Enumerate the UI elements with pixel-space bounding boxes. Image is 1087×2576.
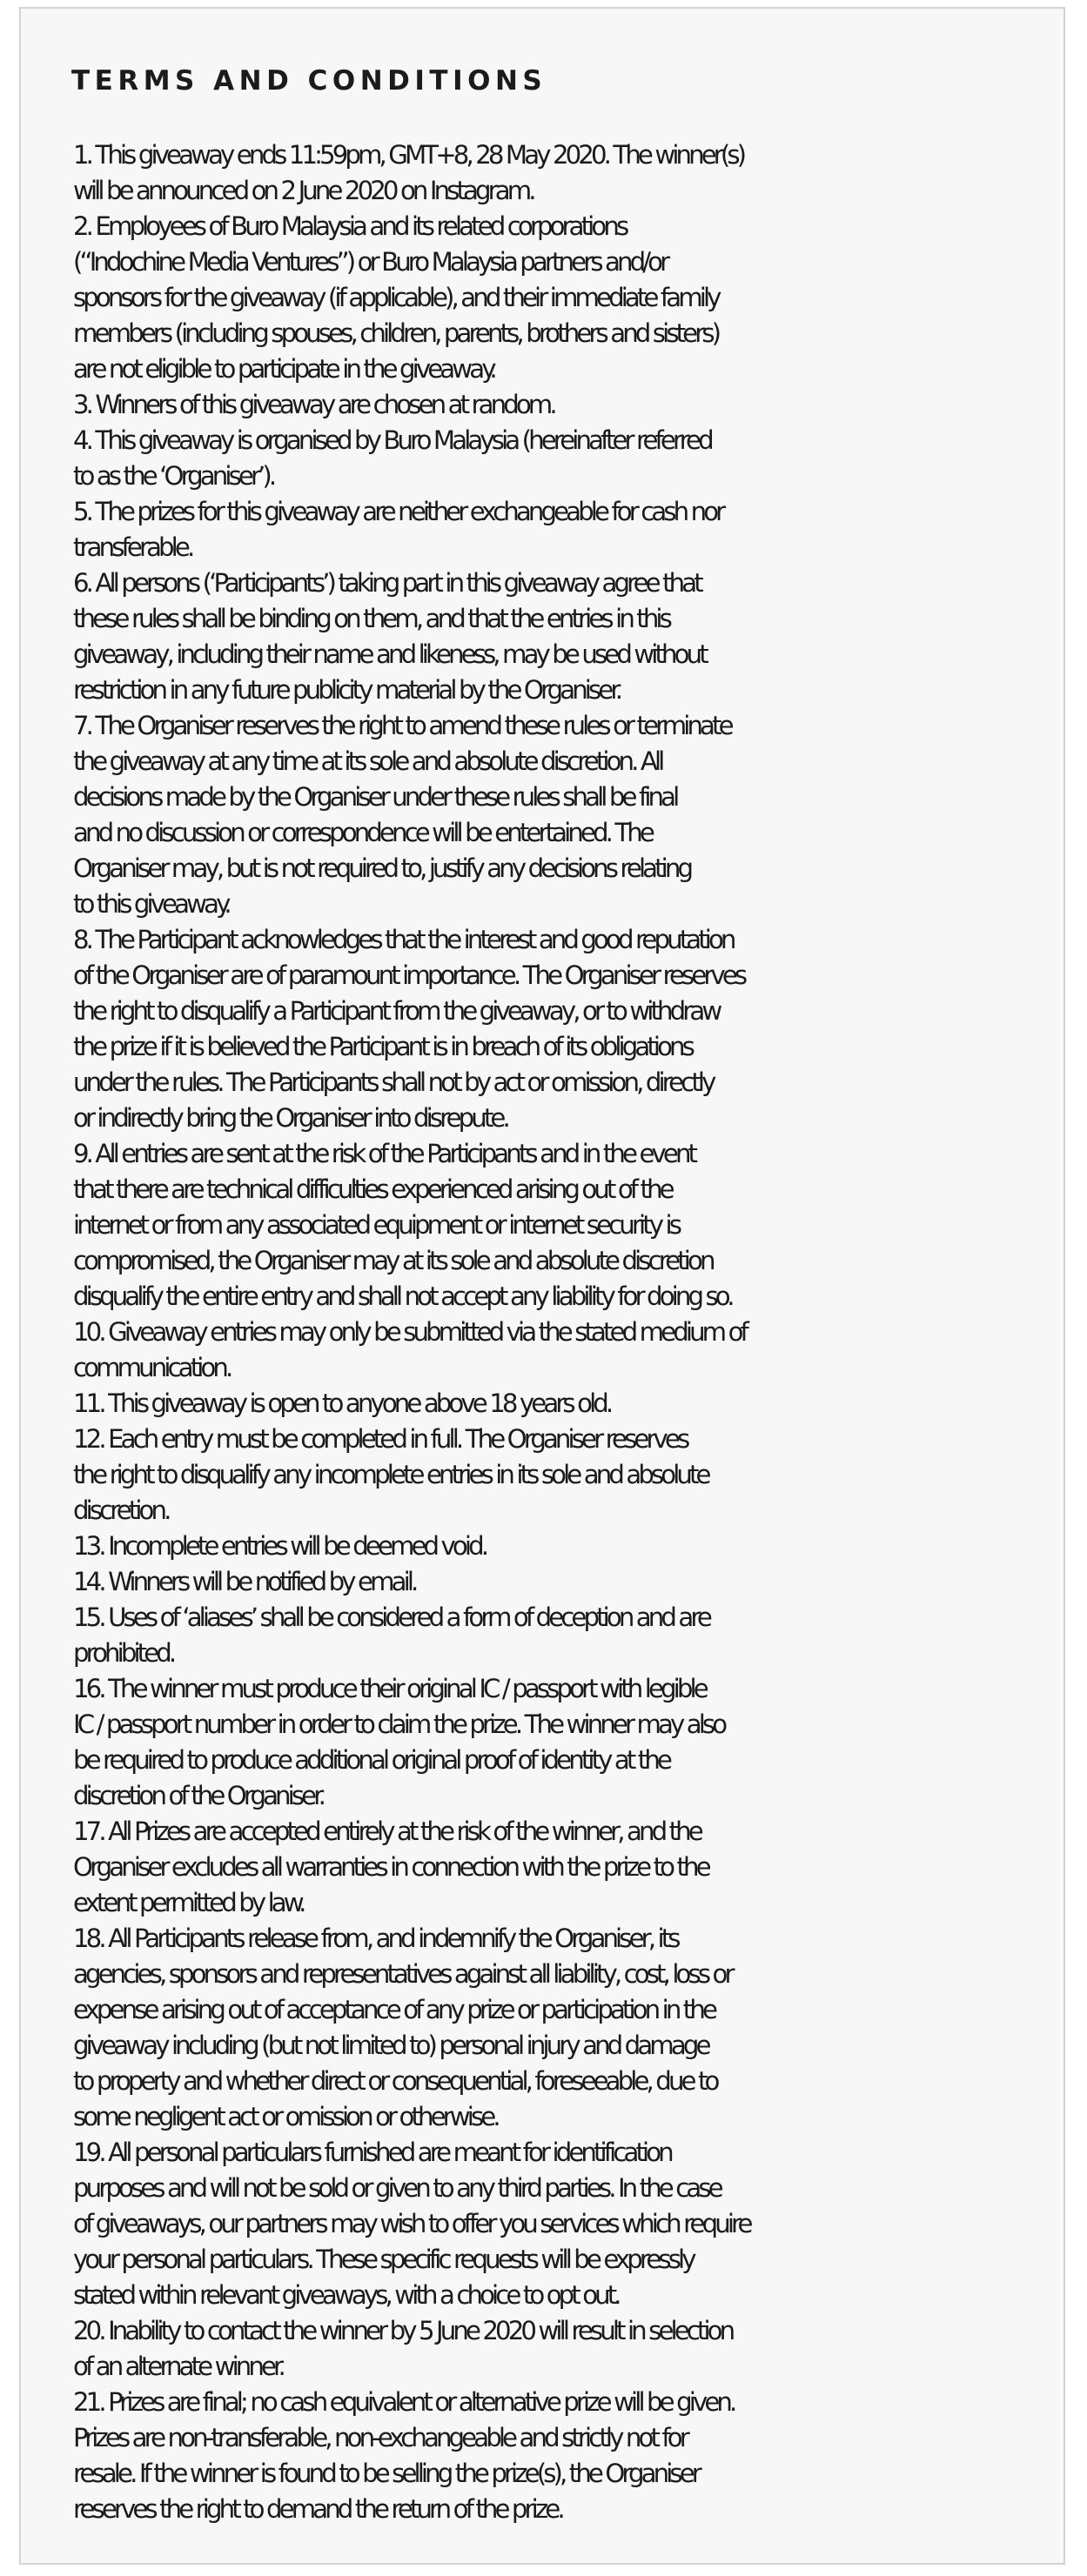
term-item (73, 1386, 1065, 1422)
term-line: 19. All personal particulars furnished are meant for identification (73, 2138, 671, 2167)
term-line: of an alternate winner. (73, 2352, 283, 2381)
term-line: 14. Winners will be notified by email. (73, 1567, 416, 1596)
term-item (73, 1529, 1065, 1564)
term-line: that there are technical difficulties experienced arising out of the (73, 1174, 672, 1204)
term-line: communication. (73, 1353, 231, 1382)
term-line: 7. The Organiser reserves the right to amend these rules or terminate (73, 711, 731, 740)
term-item (73, 209, 1065, 387)
term-line: agencies, sponsors and representatives against all liability, cost, loss or (73, 1959, 732, 1989)
term-item (73, 387, 1065, 423)
term-line: and no discussion or correspondence will be entertained. The (73, 818, 652, 847)
term-line: the giveaway at any time at its sole and absolute discretion. All (73, 746, 662, 776)
term-line: to property and whether direct or consequential, foreseeable, due to (73, 2066, 717, 2096)
term-item (73, 2135, 1065, 2313)
term-line: sponsors for the giveaway (if applicable), and their immediate family (73, 283, 719, 312)
term-line: giveaway, including their name and likeness, may be used without (73, 639, 706, 669)
term-line: 1. This giveaway ends 11:59pm, GMT+8, 28 May 2020. The winner(s) (73, 140, 744, 170)
term-line: transferable. (73, 532, 192, 562)
term-line: 16. The winner must produce their original IC / passport with legible (73, 1674, 706, 1703)
term-item (73, 1136, 1065, 1315)
term-line: the right to disqualify any incomplete entries in its sole and absolute (73, 1460, 708, 1489)
term-line: 11. This giveaway is open to anyone above 18 years old. (73, 1388, 611, 1418)
term-line: purposes and will not be sold or given to any third parties. In the case (73, 2173, 721, 2203)
page-title: TERMS AND CONDITIONS (71, 65, 547, 97)
term-item (73, 1315, 1065, 1386)
term-item (73, 1671, 1065, 1814)
term-line: 2. Employees of Buro Malaysia and its related corporations (73, 211, 627, 241)
term-line: extent permitted by law. (73, 1888, 304, 1917)
term-line: will be announced on 2 June 2020 on Instagram. (73, 176, 533, 205)
term-line: 21. Prizes are final; no cash equivalent or alternative prize will be given. (73, 2387, 735, 2417)
term-line: giveaway including (but not limited to) personal injury and damage (73, 2031, 708, 2060)
term-line: Prizes are non-transferable, non-exchangeable and strictly not for (73, 2423, 687, 2452)
term-line: of giveaways, our partners may wish to offer you services which require (73, 2209, 750, 2238)
term-line: members (including spouses, children, parents, brothers and sisters) (73, 318, 719, 348)
term-line: 6. All persons (‘Participants’) taking part in this giveaway agree that (73, 568, 701, 598)
term-line: prohibited. (73, 1638, 174, 1668)
term-line: 12. Each entry must be completed in full. The Organiser reserves (73, 1424, 688, 1454)
term-item (73, 494, 1065, 565)
term-item (73, 922, 1065, 1136)
term-line: some negligent act or omission or otherwise. (73, 2102, 498, 2131)
term-line: to as the ‘Organiser’). (73, 461, 274, 491)
term-item (73, 1921, 1065, 2135)
term-line: restriction in any future publicity material by the Organiser. (73, 675, 621, 705)
term-line: stated within relevant giveaways, with a choice to opt out. (73, 2280, 619, 2310)
term-item (73, 2313, 1065, 2385)
term-line: of the Organiser are of paramount importance. The Organiser reserves (73, 960, 745, 990)
term-line: 17. All Prizes are accepted entirely at the risk of the winner, and the (73, 1817, 701, 1846)
term-line: (“Indochine Media Ventures”) or Buro Malaysia partners and/or (73, 247, 668, 277)
term-line: discretion. (73, 1495, 169, 1525)
term-line: 10. Giveaway entries may only be submitted via the stated medium of (73, 1317, 746, 1347)
terms-panel (19, 7, 1065, 2565)
term-line: compromised, the Organiser may at its sole and absolute discretion (73, 1246, 713, 1275)
term-line: 15. Uses of ‘aliases’ shall be considered a form of deception and are (73, 1602, 709, 1632)
term-line: under the rules. The Participants shall not by act or omission, directly (73, 1067, 714, 1097)
term-line: are not eligible to participate in the giveaway. (73, 354, 494, 384)
term-line: 5. The prizes for this giveaway are neither exchangeable for cash nor (73, 497, 723, 526)
term-item (73, 1422, 1065, 1529)
term-line: internet or from any associated equipment or internet security is (73, 1210, 680, 1240)
term-item (73, 1564, 1065, 1600)
term-line: 8. The Participant acknowledges that the interest and good reputation (73, 925, 734, 954)
term-line: 20. Inability to contact the winner by 5 June 2020 will result in selection (73, 2316, 733, 2345)
term-item (73, 423, 1065, 494)
term-line: 18. All Participants release from, and indemnify the Organiser, its (73, 1924, 678, 1953)
term-line: Organiser excludes all warranties in connection with the prize to the (73, 1852, 708, 1882)
term-line: discretion of the Organiser. (73, 1781, 324, 1810)
term-line: the prize if it is believed the Participant is in breach of its obligations (73, 1032, 692, 1061)
term-line: Organiser may, but is not required to, justify any decisions relating (73, 853, 691, 883)
term-item (73, 1600, 1065, 1671)
term-line: 3. Winners of this giveaway are chosen at random. (73, 390, 554, 419)
term-item (73, 2385, 1065, 2527)
term-line: expense arising out of acceptance of any prize or participation in the (73, 1995, 715, 2024)
term-line: disqualify the entire entry and shall not accept any liability for doing so. (73, 1281, 732, 1311)
term-line: the right to disqualify a Participant from the giveaway, or to withdraw (73, 996, 720, 1026)
term-line: decisions made by the Organiser under these rules shall be final (73, 782, 677, 812)
term-line: to this giveaway. (73, 889, 229, 919)
term-line: your personal particulars. These specific requests will be expressly (73, 2245, 694, 2274)
term-line: be required to produce additional original proof of identity at the (73, 1745, 669, 1775)
term-item (73, 1814, 1065, 1921)
term-item (73, 565, 1065, 708)
term-line: 9. All entries are sent at the risk of the Participants and in the event (73, 1139, 695, 1168)
term-line: resale. If the winner is found to be selling the prize(s), the Organiser (73, 2459, 699, 2488)
terms-list (73, 137, 1065, 2527)
term-line: 4. This giveaway is organised by Buro Malaysia (hereinafter referred (73, 425, 711, 455)
term-line: 13. Incomplete entries will be deemed void. (73, 1531, 486, 1561)
term-item (73, 137, 1065, 209)
term-line: IC / passport number in order to claim the prize. The winner may also (73, 1710, 725, 1739)
term-line: these rules shall be binding on them, and that the entries in this (73, 604, 669, 633)
term-item (73, 708, 1065, 922)
term-line: or indirectly bring the Organiser into disrepute. (73, 1103, 507, 1133)
term-line: reserves the right to demand the return of the prize. (73, 2494, 562, 2524)
